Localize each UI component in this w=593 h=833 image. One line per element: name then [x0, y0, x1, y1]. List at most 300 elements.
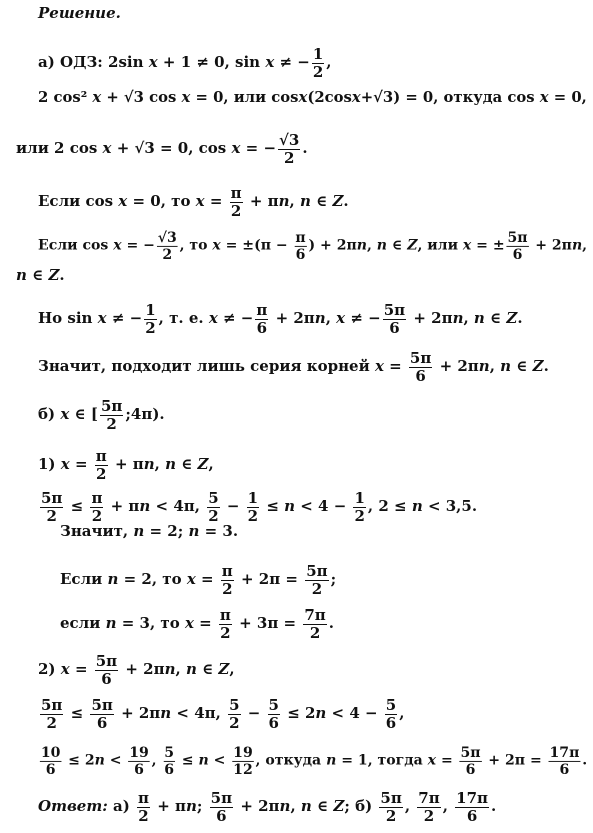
fraction-numerator: π [219, 606, 231, 624]
fraction-numerator: 5π [507, 229, 528, 246]
math-variable: x [336, 309, 346, 327]
math-text: Значит, подходит лишь серия корней [38, 357, 375, 375]
fraction-numerator: π [256, 301, 268, 319]
math-text: = 3. [199, 522, 239, 540]
math-text: ≤ [65, 497, 89, 515]
math-text: ≤ [261, 497, 285, 515]
math-variable: x [298, 88, 308, 106]
math-variable: n [411, 497, 423, 515]
fraction-numerator: 5π [210, 789, 233, 807]
math-variable: n [315, 704, 327, 722]
math-variable: n [164, 660, 176, 678]
fraction [95, 448, 108, 482]
fraction [379, 790, 402, 824]
fraction [303, 607, 326, 641]
fraction [40, 745, 61, 777]
math-variable: x [195, 192, 205, 210]
fraction-denominator: 2 [309, 623, 321, 642]
math-text: = 0, [548, 88, 587, 106]
math-text: = [383, 357, 407, 375]
math-text: ≤ [65, 704, 89, 722]
fraction-numerator: 5π [95, 652, 118, 670]
math-text: = ±(π − [220, 236, 293, 254]
fraction-denominator: 6 [256, 318, 268, 337]
math-variable: n [314, 309, 326, 327]
math-text: = 0, то [127, 192, 196, 210]
math-text: , [151, 751, 162, 769]
fraction-numerator: 1 [247, 489, 259, 507]
math-variable: x [113, 236, 122, 254]
fraction-denominator: 2 [311, 579, 323, 598]
fraction-numerator: 19 [233, 744, 253, 761]
math-line [38, 653, 235, 687]
math-text: ∈ [196, 660, 219, 678]
fraction-numerator: 5 [268, 696, 279, 714]
fraction [163, 745, 175, 777]
math-text: , откуда [255, 751, 327, 769]
math-variable: x [60, 455, 70, 473]
math-variable: n [133, 522, 145, 540]
math-variable: n [143, 455, 155, 473]
math-line [38, 90, 587, 105]
math-text: + 2π [115, 704, 161, 722]
math-text: , [489, 357, 501, 375]
math-text: + 3π = [233, 614, 302, 632]
fraction-numerator: 7π [418, 789, 440, 807]
fraction [294, 230, 306, 262]
math-text: + π [105, 497, 140, 515]
math-line [38, 302, 523, 336]
fraction-numerator: π [230, 184, 242, 202]
fraction-denominator: 2 [229, 713, 240, 732]
math-variable: x [148, 53, 158, 71]
fraction [460, 745, 482, 777]
math-text: ;4π). [125, 405, 165, 423]
fraction-denominator: 6 [96, 713, 108, 732]
math-variable: x [539, 88, 549, 106]
math-text: + 2π [235, 797, 280, 815]
fraction-denominator: 2 [222, 579, 233, 598]
math-variable: Z [197, 455, 209, 473]
fraction-denominator: 6 [466, 806, 478, 825]
math-text: а) ОДЗ: 2sin [38, 53, 149, 71]
math-text: < 4π, [150, 497, 206, 515]
math-text: + 2π = [483, 751, 547, 769]
math-text: . [543, 357, 549, 375]
fraction [228, 697, 240, 731]
solution-heading [38, 6, 121, 21]
fraction-numerator: 5 [164, 744, 175, 761]
math-variable: x [102, 139, 112, 157]
fraction-denominator: 2 [247, 506, 259, 525]
math-text: , [399, 704, 405, 722]
math-text: , [326, 53, 332, 71]
math-text: если [60, 614, 106, 632]
math-variable: x [231, 139, 241, 157]
math-variable: n [278, 192, 290, 210]
math-text: , [582, 236, 588, 254]
math-text: , [289, 192, 300, 210]
fraction [221, 563, 234, 597]
fraction-denominator: 6 [101, 669, 112, 688]
math-line [38, 790, 496, 824]
fraction [232, 745, 253, 777]
math-text: Значит, [60, 522, 134, 540]
math-line [38, 350, 549, 384]
fraction-numerator: 5π [409, 349, 432, 367]
fraction-denominator: 2 [106, 414, 117, 433]
fraction-numerator: 10 [40, 744, 61, 761]
math-variable: x [97, 309, 107, 327]
math-variable: x [60, 405, 70, 423]
math-text: , [290, 797, 301, 815]
math-text: ) + 2π [308, 236, 357, 254]
math-line [16, 132, 308, 166]
math-text: Если [60, 570, 108, 588]
math-variable: Z [407, 236, 418, 254]
math-text: 1) [38, 455, 61, 473]
fraction-denominator: 2 [96, 464, 107, 483]
fraction-denominator: 2 [46, 713, 57, 732]
fraction-numerator: 7π [304, 606, 326, 624]
math-text: , [208, 455, 214, 473]
math-text: < 4 − [326, 704, 383, 722]
math-text: < 4 − [295, 497, 352, 515]
math-text: + 1 ≠ 0, sin [157, 53, 266, 71]
math-variable: n [326, 751, 337, 769]
math-text: = [204, 192, 228, 210]
fraction-numerator: 1 [145, 301, 156, 319]
fraction-numerator: 5π [383, 301, 406, 319]
fraction-denominator: 6 [465, 760, 476, 778]
math-text: ; [330, 570, 337, 588]
fraction [409, 350, 432, 384]
math-variable: x [118, 192, 128, 210]
fraction [40, 697, 63, 731]
fraction [230, 185, 243, 219]
math-line [38, 46, 332, 80]
math-text: ≤ 2 [63, 751, 95, 769]
math-text: ∈ [ [69, 405, 98, 423]
fraction-numerator: π [138, 789, 149, 807]
math-variable: n [198, 751, 209, 769]
math-variable: x [265, 53, 275, 71]
fraction-numerator: 17π [549, 744, 580, 761]
math-text: + 2π [270, 309, 315, 327]
math-text: , [404, 797, 416, 815]
math-text: или 2 cos [16, 139, 103, 157]
math-text: + 2π [408, 309, 453, 327]
math-line [60, 563, 336, 597]
fraction [255, 302, 268, 336]
math-text: , [463, 309, 474, 327]
math-text: = − [121, 236, 155, 254]
fraction-denominator: 6 [559, 760, 570, 778]
fraction-numerator: 5 [229, 696, 240, 714]
math-variable: x [351, 88, 361, 106]
math-text: . [302, 139, 308, 157]
math-text: ≠ − [274, 53, 310, 71]
math-variable: x [208, 309, 218, 327]
math-text: = 0, или cos [190, 88, 299, 106]
math-variable: Z [48, 266, 60, 284]
fraction-numerator: 5 [385, 696, 397, 714]
math-text: = 3, то [116, 614, 185, 632]
math-text: + 2π [530, 236, 572, 254]
fraction-numerator: 1 [354, 489, 365, 507]
fraction [157, 230, 178, 262]
math-text: , [325, 309, 337, 327]
math-text: < 3,5. [422, 497, 478, 515]
math-text: = [69, 660, 93, 678]
fraction-denominator: 6 [385, 713, 397, 732]
math-variable: n [279, 797, 291, 815]
fraction [268, 697, 280, 731]
fraction [305, 563, 328, 597]
fraction [455, 790, 489, 824]
math-text: а) [107, 797, 136, 815]
math-variable: Z [532, 357, 544, 375]
math-line [16, 268, 65, 283]
fraction-denominator: 2 [91, 506, 103, 525]
math-variable: x [427, 751, 437, 769]
math-variable: n [94, 751, 105, 769]
math-variable: n [571, 236, 583, 254]
math-line [60, 524, 238, 539]
fraction-denominator: 6 [512, 245, 523, 263]
math-text: +√3) = 0, откуда cos [360, 88, 540, 106]
math-text: = [436, 751, 458, 769]
math-variable: n [300, 797, 312, 815]
fraction [219, 607, 232, 641]
math-text: = [69, 455, 93, 473]
math-variable: x [374, 357, 384, 375]
math-variable: n [186, 797, 197, 815]
math-variable: n [139, 497, 151, 515]
fraction-numerator: 19 [129, 744, 149, 761]
math-variable: Z [218, 660, 230, 678]
math-text: , т. е. [158, 309, 209, 327]
math-variable: n [284, 497, 296, 515]
math-line [60, 607, 334, 641]
math-text: = [193, 614, 217, 632]
math-variable: x [181, 88, 191, 106]
fraction [90, 490, 103, 524]
math-variable: n [478, 357, 490, 375]
math-text: ∈ [386, 236, 408, 254]
math-variable: n [299, 192, 311, 210]
math-text: б) [38, 405, 61, 423]
math-text: , [154, 455, 166, 473]
math-variable: n [356, 236, 367, 254]
math-text: = 2; [144, 522, 189, 540]
fraction-denominator: 6 [389, 318, 400, 337]
fraction-denominator: 2 [423, 806, 435, 825]
math-variable: n [473, 309, 485, 327]
math-variable: Z [333, 797, 345, 815]
fraction [549, 745, 581, 777]
math-text: ; б) [344, 797, 378, 815]
math-text: ∈ [175, 455, 198, 473]
fraction-denominator: 6 [268, 713, 279, 732]
fraction-numerator: π [91, 489, 103, 507]
math-text: , 2 ≤ [367, 497, 412, 515]
math-variable: n [452, 309, 464, 327]
fraction-numerator: 5π [41, 489, 63, 507]
math-text: ∈ [26, 266, 49, 284]
fraction-denominator: 2 [162, 245, 173, 263]
math-text: ∈ [511, 357, 533, 375]
fraction-denominator: 6 [216, 806, 227, 825]
math-line [38, 398, 165, 432]
fraction [417, 790, 440, 824]
math-text: < [208, 751, 231, 769]
math-text: . [517, 309, 523, 327]
math-text: 2 cos² [38, 88, 93, 106]
math-text: Но sin [38, 309, 98, 327]
fraction-denominator: 6 [134, 760, 144, 778]
math-variable: n [185, 660, 197, 678]
fraction [40, 490, 63, 524]
math-text: − [242, 704, 266, 722]
math-text: + √3 cos [101, 88, 182, 106]
math-variable: x [184, 614, 194, 632]
fraction [144, 302, 156, 336]
math-text: ∈ [311, 797, 334, 815]
fraction-numerator: 5 [208, 489, 219, 507]
math-variable: n [105, 614, 117, 632]
fraction-numerator: √3 [157, 229, 177, 246]
math-text: . [328, 614, 334, 632]
fraction [100, 398, 123, 432]
math-variable: x [60, 660, 70, 678]
fraction-denominator: 6 [415, 366, 426, 385]
math-text: + π [109, 455, 144, 473]
math-text: , [229, 660, 235, 678]
math-text: . [582, 751, 588, 769]
math-text: < 4π, [171, 704, 227, 722]
math-text: . [343, 192, 349, 210]
math-text: 2) [38, 660, 61, 678]
math-text: , [175, 660, 186, 678]
math-line [38, 185, 349, 219]
math-text: , [366, 236, 377, 254]
math-text: = [195, 570, 219, 588]
fraction [128, 745, 149, 777]
fraction-numerator: √3 [279, 131, 300, 149]
math-text: , то [179, 236, 213, 254]
fraction-numerator: 5π [380, 789, 402, 807]
math-text: (2cos [307, 88, 352, 106]
fraction-numerator: π [95, 447, 107, 465]
math-variable: n [107, 570, 119, 588]
fraction-numerator: 17π [456, 789, 489, 807]
math-text: + π [152, 797, 186, 815]
fraction [383, 302, 406, 336]
math-text: , или [417, 236, 463, 254]
math-text: = ± [471, 236, 505, 254]
math-text: ≠ − [345, 309, 381, 327]
math-variable: x [92, 88, 102, 106]
fraction-numerator: π [295, 229, 306, 246]
fraction-numerator: 1 [312, 45, 324, 63]
math-variable: n [165, 455, 176, 473]
fraction [312, 46, 324, 80]
fraction-numerator: π [221, 562, 233, 580]
fraction-denominator: 2 [385, 806, 397, 825]
fraction-denominator: 2 [220, 623, 231, 642]
fraction-denominator: 2 [283, 148, 295, 167]
fraction-denominator: 6 [164, 760, 175, 778]
math-variable: Z [332, 192, 344, 210]
fraction-denominator: 2 [145, 318, 156, 337]
fraction [247, 490, 259, 524]
fraction [507, 230, 529, 262]
fraction-numerator: 5π [100, 397, 123, 415]
fraction-denominator: 6 [295, 245, 306, 263]
fraction-denominator: 2 [208, 506, 219, 525]
math-variable: n [160, 704, 172, 722]
math-text: Если cos [38, 192, 119, 210]
math-text: + 2π [434, 357, 479, 375]
math-text: ∈ [310, 192, 333, 210]
fraction-denominator: 2 [138, 806, 149, 825]
fraction-denominator: 2 [46, 506, 57, 525]
math-text: ∈ [484, 309, 507, 327]
fraction-numerator: 5π [91, 696, 113, 714]
math-text: ≠ − [217, 309, 254, 327]
math-variable: n [188, 522, 200, 540]
math-text: Если cos [38, 236, 114, 254]
fraction [278, 132, 300, 166]
fraction [90, 697, 113, 731]
math-variable: n [376, 236, 387, 254]
math-variable: x [186, 570, 196, 588]
math-text: < [104, 751, 127, 769]
math-text: + √3 = 0, cos [111, 139, 232, 157]
math-variable: Ответ: [38, 797, 108, 815]
fraction-numerator: 5π [460, 744, 481, 761]
math-text: ; [196, 797, 208, 815]
math-variable: Решение. [38, 4, 121, 22]
math-variable: Z [506, 309, 518, 327]
math-line [38, 745, 587, 777]
fraction [353, 490, 365, 524]
math-text: , [442, 797, 454, 815]
math-variable: x [212, 236, 221, 254]
fraction [207, 490, 219, 524]
fraction [95, 653, 118, 687]
math-line [38, 490, 477, 524]
math-text: + 2π = [235, 570, 304, 588]
math-variable: n [500, 357, 512, 375]
math-text: + π [244, 192, 279, 210]
math-text: = − [240, 139, 277, 157]
fraction [210, 790, 233, 824]
math-text: = 2, то [118, 570, 187, 588]
math-text: + 2π [120, 660, 165, 678]
fraction-denominator: 2 [312, 62, 324, 81]
math-text: = 1, тогда [336, 751, 428, 769]
fraction-denominator: 12 [233, 760, 253, 778]
math-line [38, 697, 404, 731]
math-line [38, 448, 214, 482]
fraction-denominator: 6 [45, 760, 56, 778]
math-text: ≠ − [106, 309, 143, 327]
fraction-denominator: 2 [354, 506, 365, 525]
fraction-denominator: 2 [230, 201, 242, 220]
math-variable: n [16, 266, 27, 284]
